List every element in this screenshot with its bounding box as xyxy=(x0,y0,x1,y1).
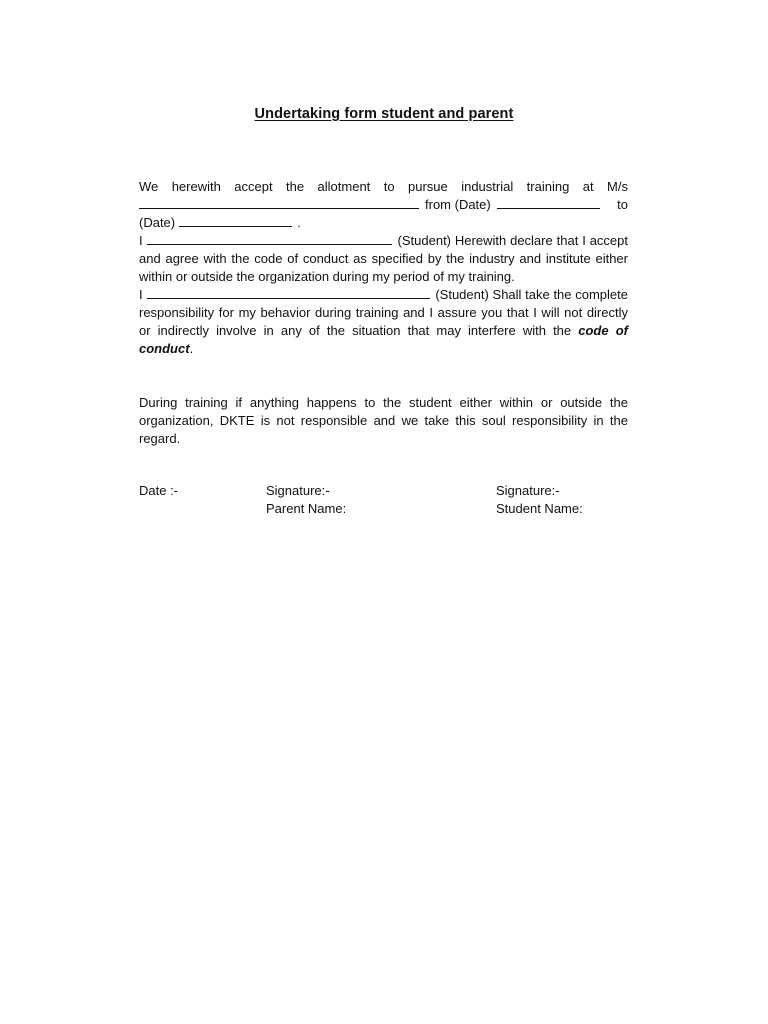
declaration-paragraph xyxy=(139,232,628,286)
word: pursue xyxy=(408,179,448,194)
to-date-blank[interactable] xyxy=(179,214,292,227)
disclaimer-paragraph: During training if anything happens to the student either within or outside the organization, DKTE is not responsible and we take this soul responsibility in the regard. xyxy=(139,395,628,446)
date-label: Date :- xyxy=(139,483,179,498)
student-name-label: Student Name: xyxy=(496,501,583,516)
pronoun-i: I xyxy=(139,287,143,302)
word: industrial xyxy=(461,179,514,194)
word: the xyxy=(286,179,305,194)
allotment-line-1 xyxy=(139,178,628,196)
parent-signature-label: Signature:- xyxy=(266,483,330,498)
document-body xyxy=(139,178,628,448)
to-label: to xyxy=(617,197,628,212)
student-name-blank-1[interactable] xyxy=(147,232,392,245)
allotment-paragraph xyxy=(139,178,628,232)
allotment-line-3 xyxy=(139,214,628,232)
student-name-blank-2[interactable] xyxy=(147,286,430,299)
word: We xyxy=(139,179,159,194)
to-date-label: (Date) xyxy=(139,215,176,230)
parent-name-label: Parent Name: xyxy=(266,501,347,516)
from-date-blank[interactable] xyxy=(497,196,600,209)
word: accept xyxy=(234,179,273,194)
declaration-text: (Student) Herewith declare that I accept and agree with the code of conduct as specified by the industry and institute either within or outside the organization during my period of my training. xyxy=(139,233,628,284)
responsibility-text: (Student) Shall take the complete responsibility for my behavior during training and I assure you that I will not directly or indirectly involve in any of the situation that may interfere with the xyxy=(139,287,628,338)
code-of-conduct-emphasis: code of conduct xyxy=(139,323,628,356)
student-signature-label: Signature:- xyxy=(496,483,560,498)
document-title: Undertaking form student and parent xyxy=(254,106,514,122)
word: at xyxy=(582,179,594,194)
word: training xyxy=(526,179,570,194)
allotment-line-2 xyxy=(139,196,628,214)
pronoun-i: I xyxy=(139,233,143,248)
word: herewith xyxy=(171,179,221,194)
from-date-label: from (Date) xyxy=(425,197,491,212)
word: to xyxy=(383,179,395,194)
period-mark: . xyxy=(189,341,194,356)
word: allotment xyxy=(317,179,371,194)
signature-block xyxy=(139,482,628,522)
parent-signature-column xyxy=(266,482,346,518)
word: M/s xyxy=(607,179,628,194)
period-mark: . xyxy=(297,215,301,230)
date-column xyxy=(139,482,178,500)
company-name-blank[interactable] xyxy=(139,196,419,209)
responsibility-paragraph xyxy=(139,286,628,358)
student-signature-column xyxy=(496,482,583,518)
